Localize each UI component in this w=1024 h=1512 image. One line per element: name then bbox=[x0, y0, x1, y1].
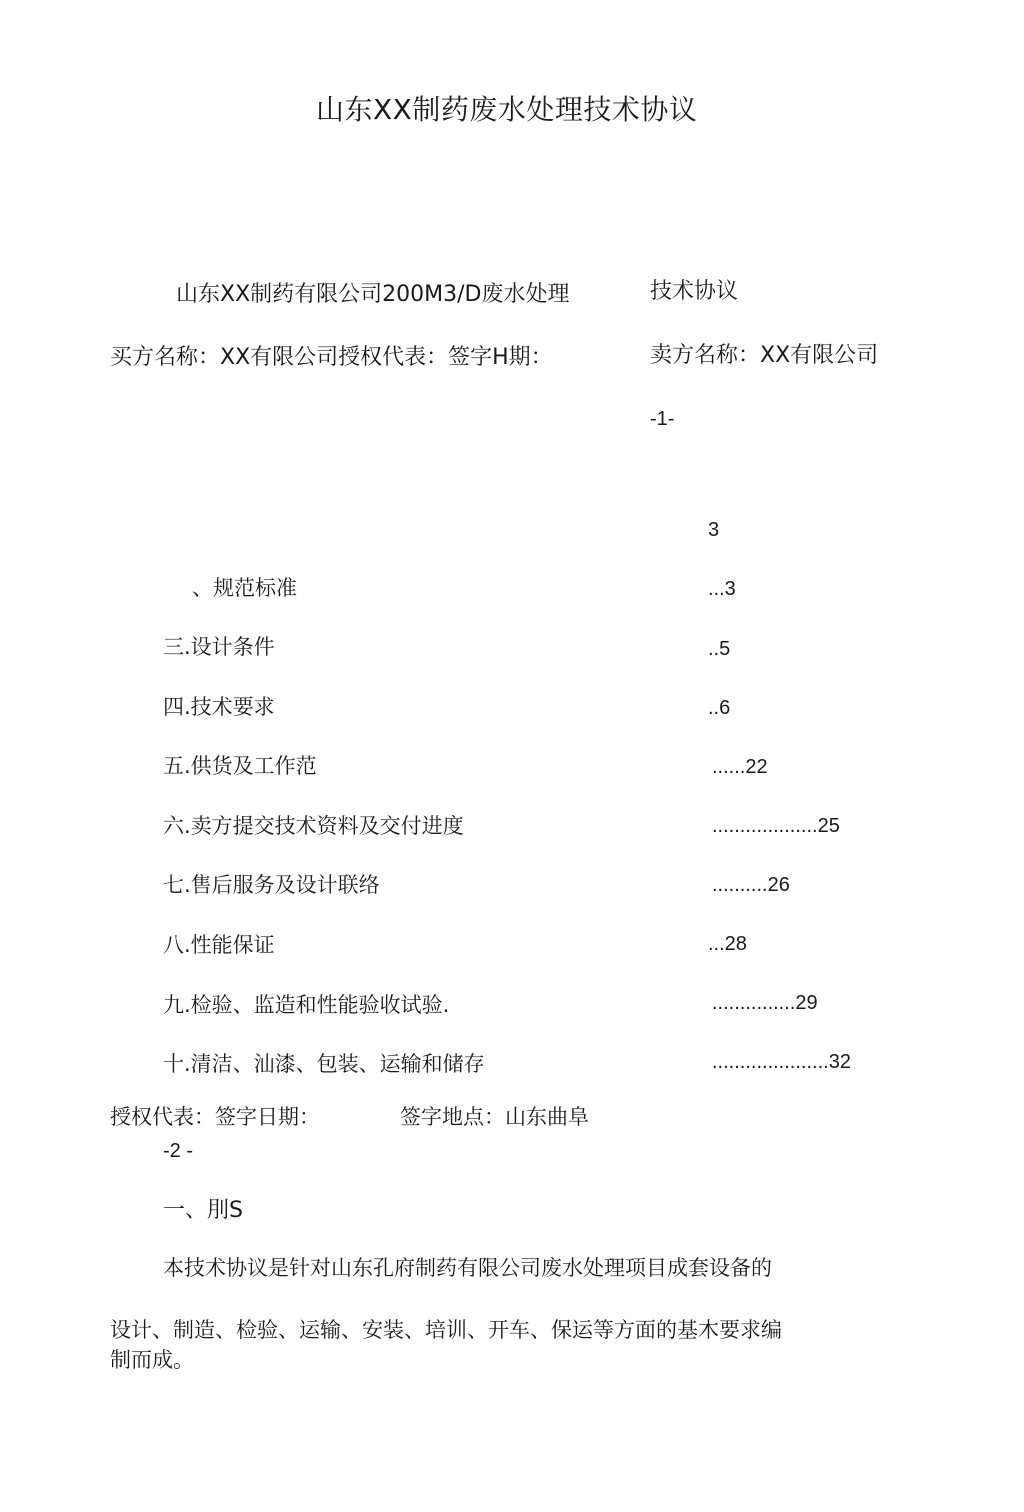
toc-item-page: ...28 bbox=[708, 933, 747, 955]
toc-item-label: 六.卖方提交技术资料及交付进度 bbox=[163, 814, 464, 838]
toc-item-label: 八.性能保证 bbox=[163, 933, 275, 957]
toc-item-label: 十.清洁、汕漆、包装、运输和储存 bbox=[163, 1052, 485, 1076]
paragraph-line: 本技术协议是针对山东孔府制药有限公司废水处理项目成套设备的 bbox=[163, 1256, 772, 1280]
toc-item-label: 四.技术要求 bbox=[163, 695, 275, 719]
toc-item-label: 、规范标准 bbox=[192, 576, 297, 600]
toc-item-page: ...3 bbox=[708, 578, 736, 600]
toc-item-page: ......22 bbox=[712, 756, 768, 778]
toc-item-page: ...............29 bbox=[712, 992, 818, 1014]
project-line: 山东XX制药有限公司200M3/D废水处理 bbox=[176, 282, 570, 307]
buyer-line: 买方名称：XX有限公司授权代表：签字H期： bbox=[110, 345, 553, 370]
toc-item-page: ..........26 bbox=[712, 874, 790, 896]
paragraph-line: 制而成。 bbox=[110, 1348, 194, 1372]
toc-item-label: 五.供货及工作范 bbox=[163, 754, 317, 778]
toc-item-label: 三.设计条件 bbox=[163, 635, 275, 659]
document-title: 山东XX制药废水处理技术协议 bbox=[316, 93, 698, 126]
project-suffix: 技术协议 bbox=[650, 279, 739, 304]
section-heading: 一、刖S bbox=[163, 1198, 243, 1223]
toc-item-label: 九.检验、监造和性能验收试验. bbox=[163, 993, 450, 1017]
signature-location-line: 签字地点：山东曲阜 bbox=[400, 1105, 589, 1129]
signature-date-line: 授权代表：签字日期： bbox=[110, 1105, 320, 1129]
toc-item-page: .....................32 bbox=[712, 1051, 851, 1073]
toc-first-page: 3 bbox=[708, 519, 720, 541]
toc-item-page: ..5 bbox=[708, 638, 731, 660]
toc-item-page: ...................25 bbox=[712, 815, 840, 837]
toc-item-page: ..6 bbox=[708, 697, 731, 719]
seller-line: 卖方名称：XX有限公司 bbox=[650, 343, 879, 368]
toc-item-label: 七.售后服务及设计联络 bbox=[163, 873, 380, 897]
page-number-1: -1- bbox=[650, 408, 675, 430]
page-number-2: -2 - bbox=[163, 1140, 193, 1162]
paragraph-line: 设计、制造、检验、运输、安装、培训、开车、保运等方面的基木要求编 bbox=[110, 1318, 782, 1342]
